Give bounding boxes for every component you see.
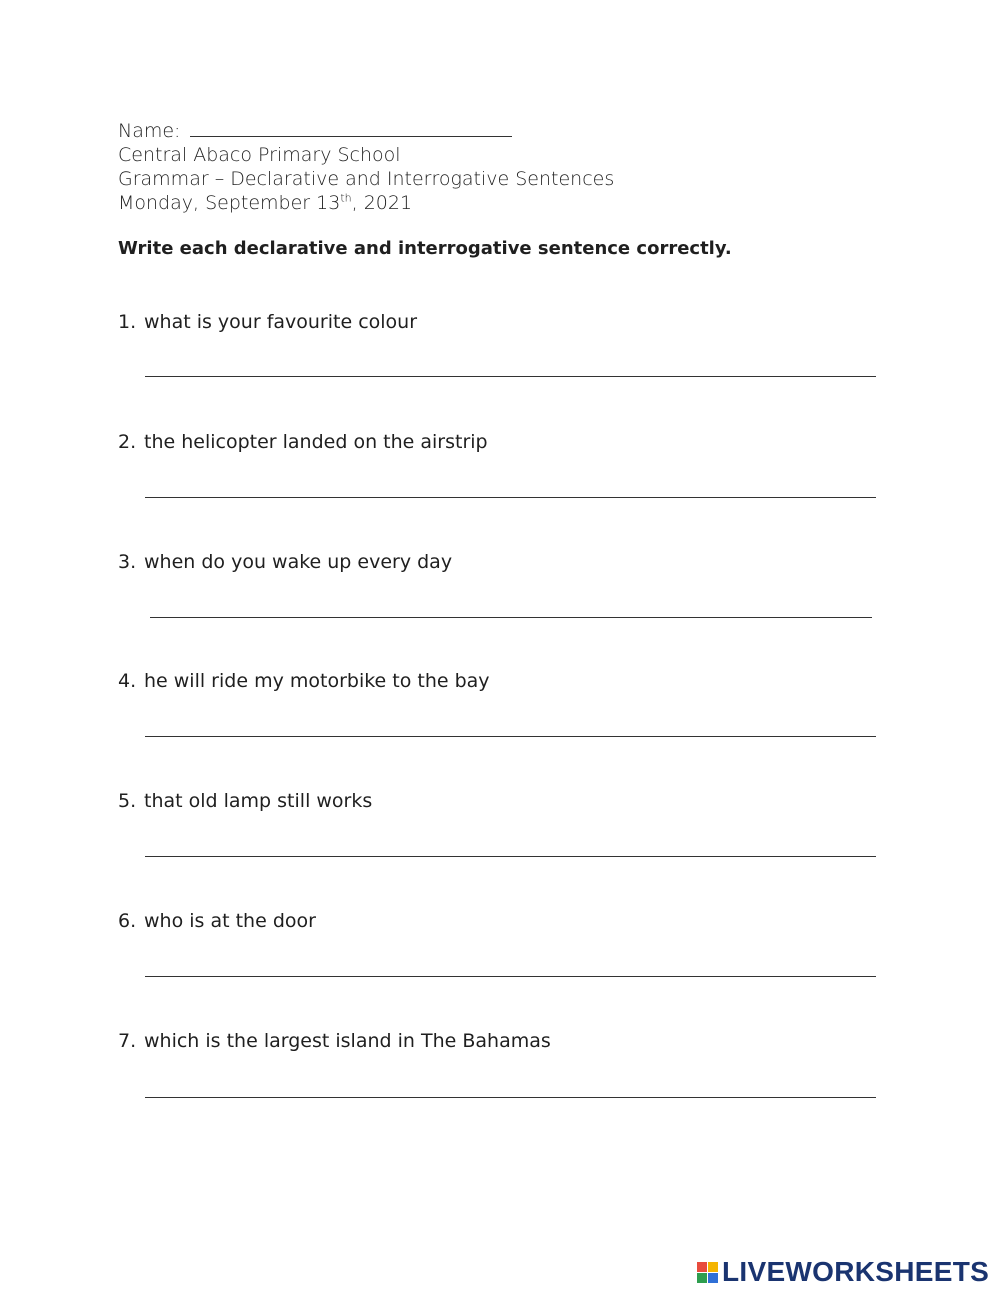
question-text: he will ride my motorbike to the bay: [144, 670, 490, 692]
question-text: when do you wake up every day: [144, 551, 453, 573]
answer-line-1[interactable]: [145, 376, 876, 377]
question-4: [118, 670, 490, 692]
date-year: , 2021: [351, 192, 413, 214]
instruction: Write each declarative and interrogative sentence correctly.: [118, 238, 732, 259]
question-text: what is your favourite colour: [144, 311, 418, 333]
answer-line-2[interactable]: [145, 497, 876, 498]
question-6: [118, 910, 316, 932]
question-text: the helicopter landed on the airstrip: [144, 431, 488, 453]
answer-line-7[interactable]: [145, 1097, 876, 1098]
question-number: 3.: [118, 551, 137, 573]
date: [118, 191, 614, 215]
question-number: 7.: [118, 1030, 137, 1052]
question-number: 1.: [118, 311, 137, 333]
question-5: [118, 790, 372, 812]
name-label: Name:: [118, 120, 181, 142]
question-text: which is the largest island in The Bahamas: [144, 1030, 551, 1052]
date-suffix: th: [340, 191, 352, 205]
question-text: that old lamp still works: [144, 790, 373, 812]
logo-block: [708, 1273, 718, 1283]
date-prefix: Monday, September 13: [118, 192, 341, 214]
logo-block: [697, 1262, 707, 1272]
answer-line-6[interactable]: [145, 976, 876, 977]
answer-line-4[interactable]: [145, 736, 876, 737]
question-number: 6.: [118, 910, 137, 932]
question-number: 4.: [118, 670, 137, 692]
question-3: [118, 551, 452, 573]
question-7: [118, 1030, 551, 1052]
name-row: [118, 118, 614, 143]
name-field[interactable]: [190, 118, 512, 137]
question-number: 5.: [118, 790, 137, 812]
logo-text: LIVEWORKSHEETS: [722, 1256, 990, 1287]
answer-line-3[interactable]: [150, 617, 872, 618]
worksheet-header: [118, 118, 614, 215]
question-text: who is at the door: [144, 910, 316, 932]
logo-block: [697, 1273, 707, 1283]
subject-title: Grammar – Declarative and Interrogative Sentences: [118, 168, 615, 190]
logo-blocks-icon: [697, 1262, 718, 1283]
answer-line-5[interactable]: [145, 856, 876, 857]
liveworksheets-logo: [697, 1256, 989, 1288]
question-number: 2.: [118, 431, 137, 453]
logo-block: [708, 1262, 718, 1272]
school-name: Central Abaco Primary School: [118, 144, 401, 166]
question-2: [118, 431, 488, 453]
question-1: [118, 311, 417, 333]
